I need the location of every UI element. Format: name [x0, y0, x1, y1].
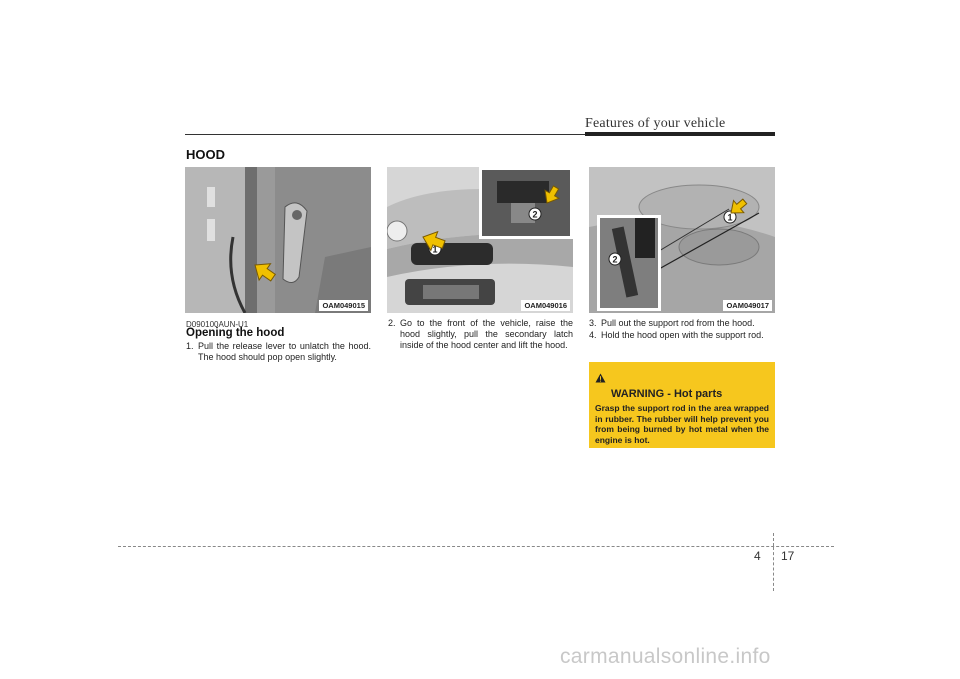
step-4 [589, 330, 775, 341]
callout-2: 2 [532, 209, 538, 220]
photo-caption: OAM049016 [521, 300, 570, 311]
footer-divider [773, 547, 774, 591]
watermark: carmanualsonline.info [560, 645, 771, 668]
footer-rule [118, 546, 834, 547]
footer-divider-top [773, 533, 774, 546]
section-code: D090100AUN-U1 [186, 320, 249, 329]
warning-body: Grasp the support rod in the area wrapped in rubber. The rubber will help prevent you from being burned by hot metal when the engine is hot. [595, 403, 769, 445]
callout-1: 1 [432, 244, 438, 255]
step-3 [589, 318, 775, 329]
step-number: 2. [388, 318, 396, 328]
photo-caption: OAM049017 [723, 300, 772, 311]
photo-release-lever [185, 167, 371, 313]
subheading: Opening the hood [186, 327, 285, 339]
header-rule [185, 134, 585, 135]
step-1 [186, 341, 371, 363]
header-rule-thick [585, 132, 775, 136]
warning-box [589, 362, 775, 448]
photo-front-latch [387, 167, 573, 313]
step-text: Pull out the support rod from the hood. [601, 318, 755, 328]
step-text: Hold the hood open with the support rod. [601, 330, 764, 340]
chapter-number: 4 [754, 549, 761, 563]
page-number: 17 [781, 549, 795, 563]
step-number: 3. [589, 318, 597, 328]
photo-support-rod [589, 167, 775, 313]
warning-triangle-icon [595, 373, 606, 383]
step-2 [388, 318, 573, 351]
callout-2: 2 [612, 254, 618, 265]
header-title: Features of your vehicle [585, 116, 726, 131]
section-title: HOOD [186, 147, 225, 162]
step-text: Pull the release lever to unlatch the hood. The hood should pop open slightly. [198, 341, 371, 362]
step-text: Go to the front of the vehicle, raise the hood slightly, pull the secondary latch inside of the hood center and lift the hood. [400, 318, 573, 350]
step-number: 4. [589, 330, 597, 340]
photo-caption: OAM049015 [319, 300, 368, 311]
callout-1: 1 [727, 212, 733, 223]
step-number: 1. [186, 341, 194, 351]
warning-label: WARNING - Hot parts [611, 388, 723, 400]
